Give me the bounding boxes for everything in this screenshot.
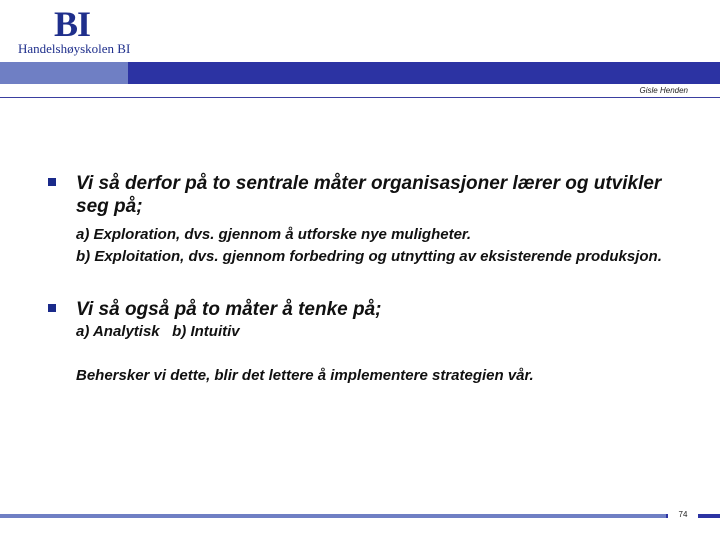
bi-logo <box>18 6 148 56</box>
header-bar <box>0 62 720 84</box>
logo-name: Handelshøyskolen BI <box>18 41 131 56</box>
bullet-square-icon <box>48 304 56 312</box>
page-number: 74 <box>668 508 698 522</box>
sub-item-exploitation: b) Exploitation, dvs. gjennom forbedring og utnytting av eksisterende produksjon. <box>76 248 662 265</box>
bullet-thinking-text: Vi så også på to måter å tenke på; <box>76 299 382 320</box>
bullet-learning-text: Vi så derfor på to sentrale måter organisasjoner lærer og utvikler seg på; <box>76 173 662 217</box>
header-divider <box>0 97 720 98</box>
footer-bar-light <box>0 514 666 518</box>
bullet-learning <box>46 172 686 218</box>
header-bar-light <box>0 62 128 84</box>
author-name: Gisle Henden <box>639 86 688 95</box>
conclusion-text: Behersker vi dette, blir det lettere å implementere strategien vår. <box>76 367 534 384</box>
footer-bar <box>0 514 720 518</box>
header-bar-dark <box>128 62 720 84</box>
bullet-thinking <box>46 298 686 321</box>
slide-content <box>46 172 686 387</box>
logo-mark: BI <box>54 4 91 44</box>
sub-item-thinking-modes: a) Analytisk b) Intuitiv <box>76 323 240 340</box>
sub-item-exploration: a) Exploration, dvs. gjennom å utforske nye muligheter. <box>76 226 472 243</box>
bullet-square-icon <box>48 178 56 186</box>
